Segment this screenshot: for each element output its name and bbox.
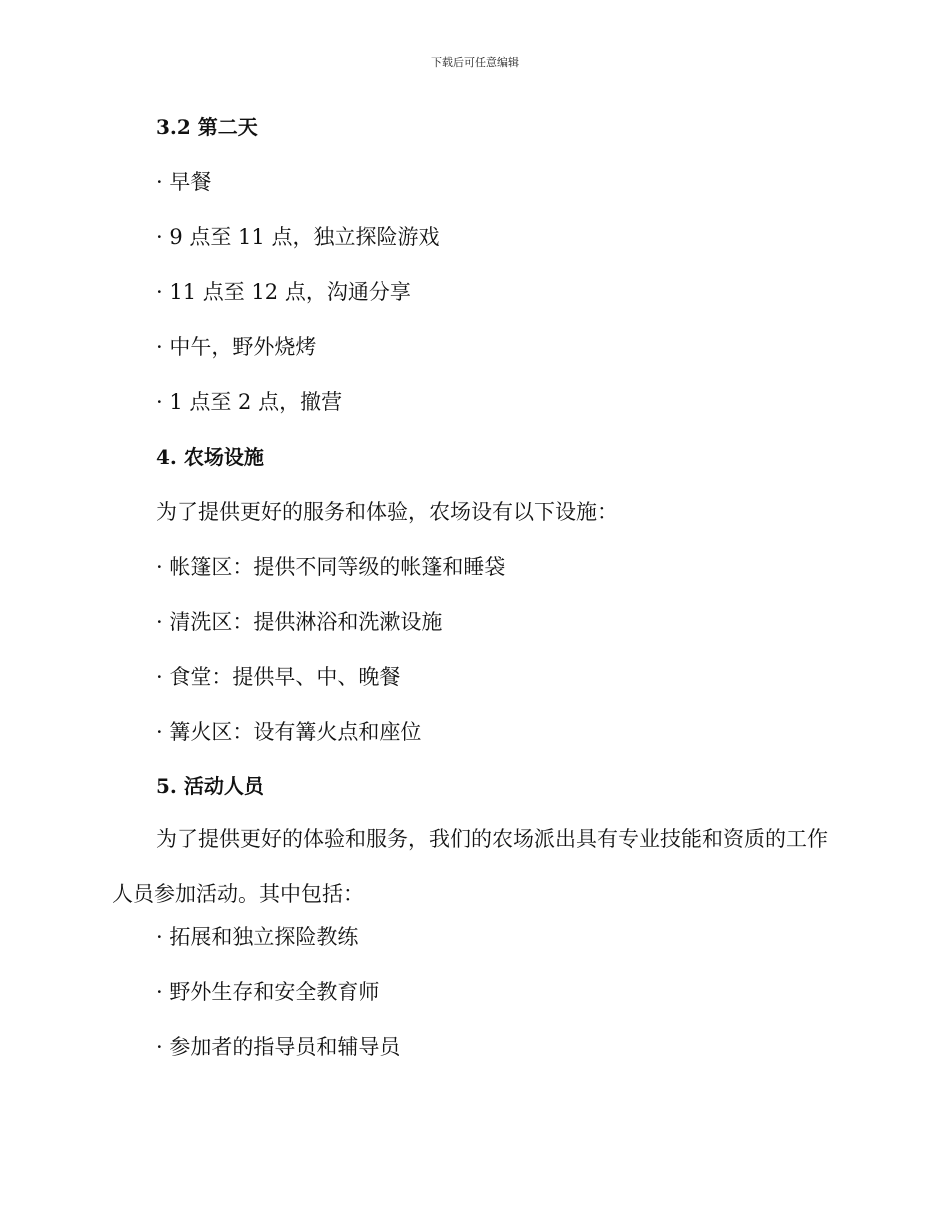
section-heading-5: 5. 活动人员: [156, 774, 264, 798]
list-item: · 9 点至 11 点，独立探险游戏: [156, 225, 440, 249]
section-intro-paragraph: 为了提供更好的体验和服务，我们的农场派出具有专业技能和资质的工作人员参加活动。其中包括：: [112, 827, 828, 906]
list-item: · 参加者的指导员和辅导员: [156, 1035, 401, 1059]
list-item: · 帐篷区：提供不同等级的帐篷和睡袋: [156, 555, 506, 579]
list-item: · 拓展和独立探险教练: [156, 925, 359, 949]
list-item: · 篝火区：设有篝火点和座位: [156, 720, 422, 744]
list-item: · 11 点至 12 点，沟通分享: [156, 280, 411, 304]
list-item: · 清洗区：提供淋浴和洗漱设施: [156, 610, 443, 634]
list-item: · 食堂：提供早、中、晚餐: [156, 665, 401, 689]
section-heading-3-2: 3.2 第二天: [156, 115, 258, 139]
header-note: 下载后可任意编辑: [431, 56, 519, 69]
list-item: · 野外生存和安全教育师: [156, 980, 380, 1004]
section-heading-4: 4. 农场设施: [156, 445, 264, 469]
section-intro: 为了提供更好的服务和体验，农场设有以下设施：: [156, 500, 618, 524]
list-item: · 早餐: [156, 170, 212, 194]
list-item: · 中午，野外烧烤: [156, 335, 317, 359]
list-item: · 1 点至 2 点，撤营: [156, 390, 343, 414]
